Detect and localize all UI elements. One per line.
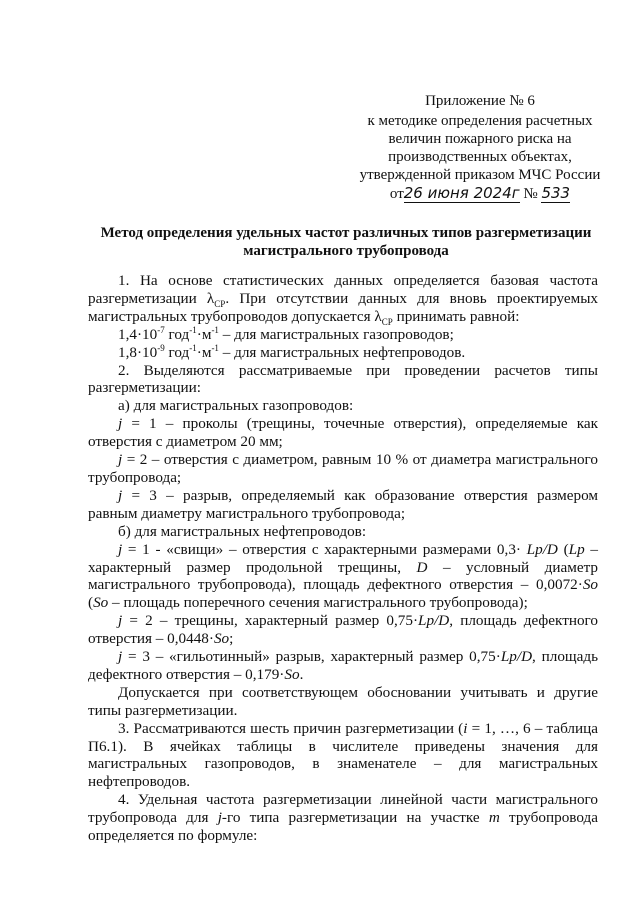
gas-type-1: j = 1 – проколы (трещины, точечные отверстия), определяемые как отверстия с диаметром 20 мм; <box>88 415 598 451</box>
paragraph-1: 1. На основе статистических данных определяется базовая частота разгерметизации $\lambda_{СР}$. При отсутствии данных для вновь проектируемых магистральных трубопроводов допускается $\lambda_{СР}$ принимать равной: <box>88 272 598 327</box>
paragraph-2a: а) для магистральных газопроводов: <box>118 397 354 415</box>
oil-type-1: j = 1 - «свищи» – отверстия с характерными размерами 0,3· Lp/D (Lp – характерный размер продольной трещины, D – условный диаметр магистрального трубопровода), площадь дефектного отверстия – 0,0072·So (So – площадь поперечного сечения магистрального трубопровода); <box>88 540 598 612</box>
gas-type-3: j = 3 – разрыв, определяемый как образование отверстия размером равным диаметру магистрального трубопровода; <box>88 486 598 522</box>
number-prefix: № <box>523 186 538 202</box>
order-date-line <box>352 184 608 203</box>
header-line-2: к методике определения расчетных <box>367 113 593 129</box>
oil-type-2: j = 2 – трещины, характерный размер 0,75·Lp/D, площадь дефектного отверстия – 0,0448·So; <box>88 612 598 648</box>
handwritten-order-number: 533 <box>541 184 571 202</box>
paragraph-allow: Допускается при соответствующем обосновании учитывать и другие типы разгерметизации. <box>88 683 598 719</box>
title-line-1: Метод определения удельных частот различных типов разгерметизации <box>100 225 592 241</box>
oil-base-rate: $1,8\cdot 10^{-9}$ $год^{-1}\cdot м^{-1}$ – для магистральных нефтепроводов. <box>118 342 466 361</box>
header-line-3: величин пожарного риска на <box>388 131 572 147</box>
document-body <box>88 272 598 845</box>
paragraph-2b: б) для магистральных нефтепроводов: <box>118 522 367 540</box>
gas-base-rate: $1,4\cdot 10^{-7}$ $год^{-1}\cdot м^{-1}$ – для магистральных газопроводов; <box>118 324 454 343</box>
appendix-header <box>352 92 608 203</box>
appendix-number: Приложение № 6 <box>425 93 535 109</box>
document-title <box>96 224 596 260</box>
oil-type-3: j = 3 – «гильотинный» разрыв, характерный размер 0,75·Lp/D, площадь дефектного отверстия – 0,179·So. <box>88 648 599 683</box>
paragraph-3: 3. Рассматриваются шесть причин разгерметизации (i = 1, …, 6 – таблица П6.1). В ячейках таблицы в числителе приведены значения для магистральных газопроводов, в знаменателе – для магистральных нефтепроводов. <box>88 719 598 791</box>
handwritten-date: 26 июня 2024г <box>403 184 520 202</box>
header-line-5: утвержденной приказом МЧС России <box>359 167 601 183</box>
paragraph-4: 4. Удельная частота разгерметизации линейной части магистрального трубопровода для j-го типа разгерметизации на участке m трубопровода определяется по формуле: <box>88 791 598 845</box>
date-prefix: от <box>389 186 404 202</box>
gas-type-2: j = 2 – отверстия с диаметром, равным 10 % от диаметра магистрального трубопровода; <box>88 451 598 486</box>
title-line-2: магистрального трубопровода <box>243 243 449 259</box>
header-line-4: производственных объектах, <box>388 149 572 165</box>
paragraph-2: 2. Выделяются рассматриваемые при проведении расчетов типы разгерметизации: <box>88 361 598 397</box>
